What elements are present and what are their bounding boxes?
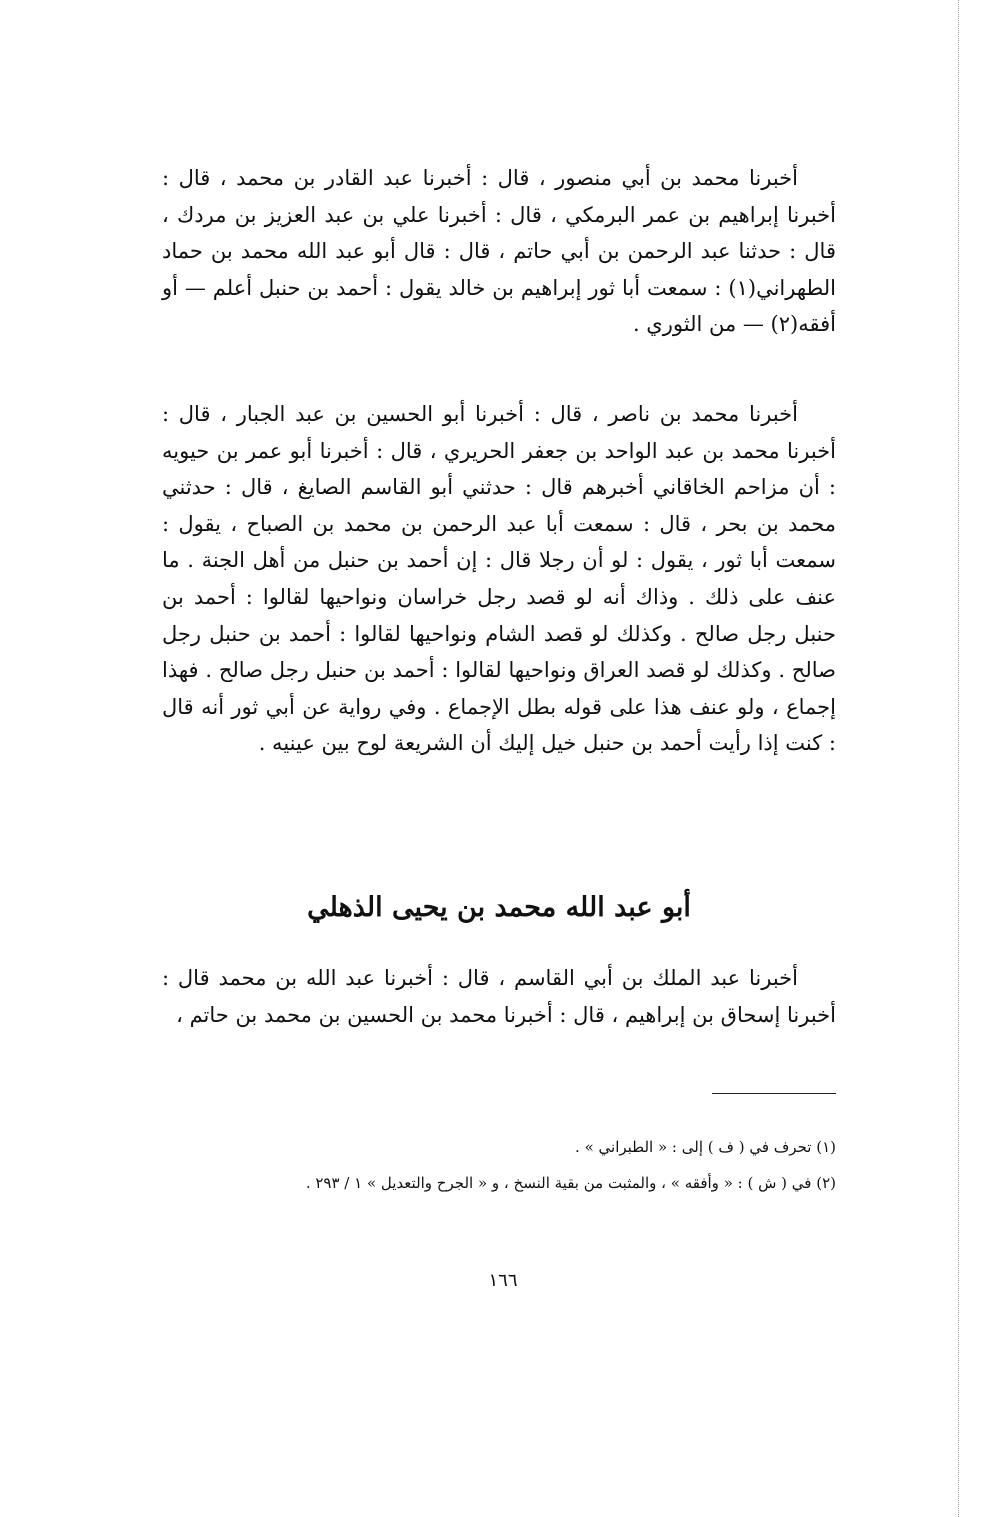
- footnote-1: (١) تحرف في ( ف ) إلى : « الطبراني » .: [575, 1138, 836, 1156]
- paragraph-1: أخبرنا محمد بن أبي منصور ، قال : أخبرنا عبد القادر بن محمد ، قال : أخبرنا إبراهيم بن عمر البرمكي ، قال : أخبرنا علي بن عبد العزيز بن مردك ، قال : حدثنا عبد الرحمن بن أبي حاتم ، قال : قال أبو عبد الله محمد بن حماد الطهراني(١) : سمعت أبا ثور إبراهيم بن خالد يقول : أحمد بن حنبل أعلم — أو أفقه(٢) — من الثوري .: [162, 166, 836, 337]
- footnotes: [162, 1136, 836, 1208]
- paragraph-2: أخبرنا محمد بن ناصر ، قال : أخبرنا أبو الحسين بن عبد الجبار ، قال : أخبرنا محمد بن عبد الواحد بن جعفر الحريري ، قال : أخبرنا أبو عمر بن حيويه : أن مزاحم الخاقاني أخبرهم قال : حدثني أبو القاسم الصايغ ، قال : حدثني محمد بن بحر ، قال : سمعت أبا عبد الرحمن بن محمد بن الصباح ، يقول : سمعت أبا ثور ، يقول : لو أن رجلا قال : إن أحمد بن حنبل من أهل الجنة . ما عنف على ذلك . وذاك أنه لو قصد رجل خراسان ونواحيها لقالوا : أحمد بن حنبل رجل صالح . وكذلك لو قصد الشام ونواحيها لقالوا : أحمد بن حنبل رجل صالح . وكذلك لو قصد العراق ونواحيها لقالوا : أحمد بن حنبل رجل صالح . فهذا إجماع ، ولو عنف هذا على قوله بطل الإجماع . وفي رواية عن أبي ثور أنه قال : كنت إذا رأيت أحمد بن حنبل خيل إليك أن الشريعة لوح بين عينيه .: [162, 402, 836, 756]
- paragraph-3: أخبرنا عبد الملك بن أبي القاسم ، قال : أخبرنا عبد الله بن محمد قال : أخبرنا إسحاق بن إبراهيم ، قال : أخبرنا محمد بن الحسين بن محمد بن حاتم ،: [162, 966, 836, 1027]
- paragraph-3-block: [162, 960, 836, 1033]
- section-heading: أبو عبد الله محمد بن يحيى الذهلي: [307, 892, 691, 923]
- footnote-separator: [712, 1093, 836, 1094]
- paragraph-1-block: [162, 160, 836, 343]
- paragraph-2-block: [162, 396, 836, 762]
- page-number: ١٦٦: [488, 1270, 518, 1291]
- footnote-2: (٢) في ( ش ) : « وأفقه » ، والمثبت من بقية النسخ ، و « الجرح والتعديل » ١ / ٢٩٣ .: [305, 1174, 836, 1192]
